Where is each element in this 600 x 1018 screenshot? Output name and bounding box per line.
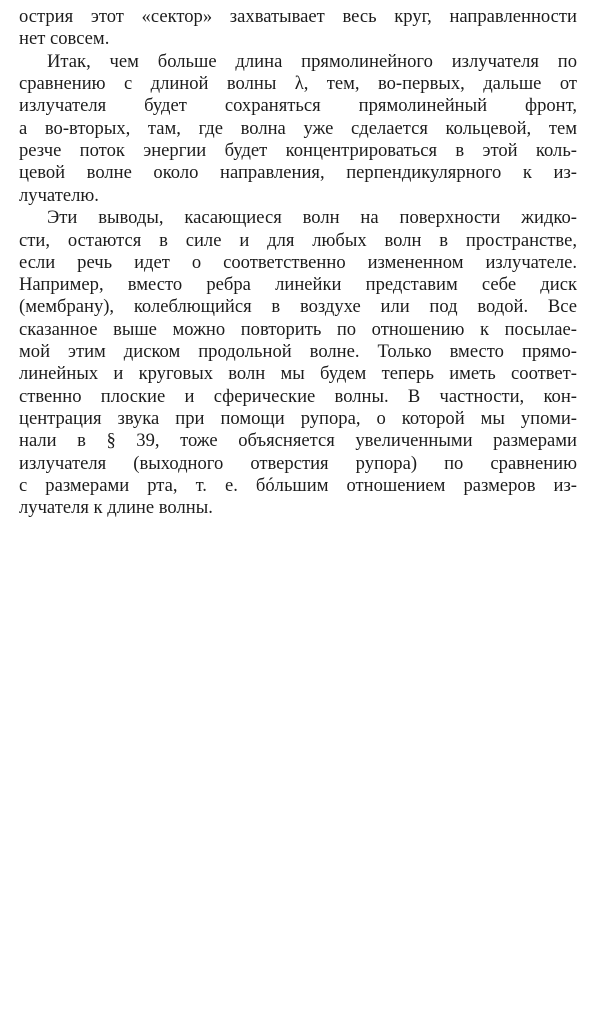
text-line: резче поток энергии будет концентрироваться в этой коль- [19, 140, 577, 162]
text-line: с размерами рта, т. е. бóльшим отношением размеров из- [19, 474, 577, 496]
text-line: нет совсем. [19, 28, 110, 50]
text-line: а во-вторых, там, где волна уже сделается кольцевой, тем [19, 117, 577, 139]
document-page [19, 6, 577, 519]
text-line: сказанное выше можно повторить по отношению к посылае- [19, 318, 577, 340]
text-line: Например, вместо ребра линейки представим себе диск [19, 274, 577, 296]
text-line: Итак, чем больше длина прямолинейного излучателя по [47, 50, 577, 72]
paragraph-1 [19, 6, 577, 51]
text-line: сти, остаются в силе и для любых волн в пространстве, [19, 229, 577, 251]
text-line: (мембрану), колеблющийся в воздухе или под водой. Все [19, 296, 577, 318]
text-line: острия этот «сектор» захватывает весь круг, направленности [19, 6, 577, 27]
paragraph-3 [19, 207, 577, 519]
text-line: излучателя (выходного отверстия рупора) по сравнению [19, 452, 577, 474]
text-line: линейных и круговых волн мы будем теперь иметь соответ- [19, 363, 577, 385]
text-line: цевой волне около направления, перпендикулярного к из- [19, 162, 577, 184]
text-line: мой этим диском продольной волне. Только вместо прямо- [19, 341, 577, 363]
text-line: центрация звука при помощи рупора, о которой мы упоми- [19, 407, 577, 429]
text-line: излучателя будет сохраняться прямолинейный фронт, [19, 95, 577, 117]
text-line: нали в § 39, тоже объясняется увеличенными размерами [19, 430, 577, 452]
text-line: ственно плоские и сферические волны. В частности, кон- [19, 385, 577, 407]
text-line: сравнению с длиной волны λ, тем, во-первых, дальше от [19, 73, 577, 95]
text-line: лучателя к длине волны. [19, 497, 213, 519]
paragraph-2 [19, 51, 577, 207]
text-line: если речь идет о соответственно измененном излучателе. [19, 251, 577, 273]
text-line: лучателю. [19, 184, 99, 206]
text-line: Эти выводы, касающиеся волн на поверхности жидко- [47, 207, 577, 229]
